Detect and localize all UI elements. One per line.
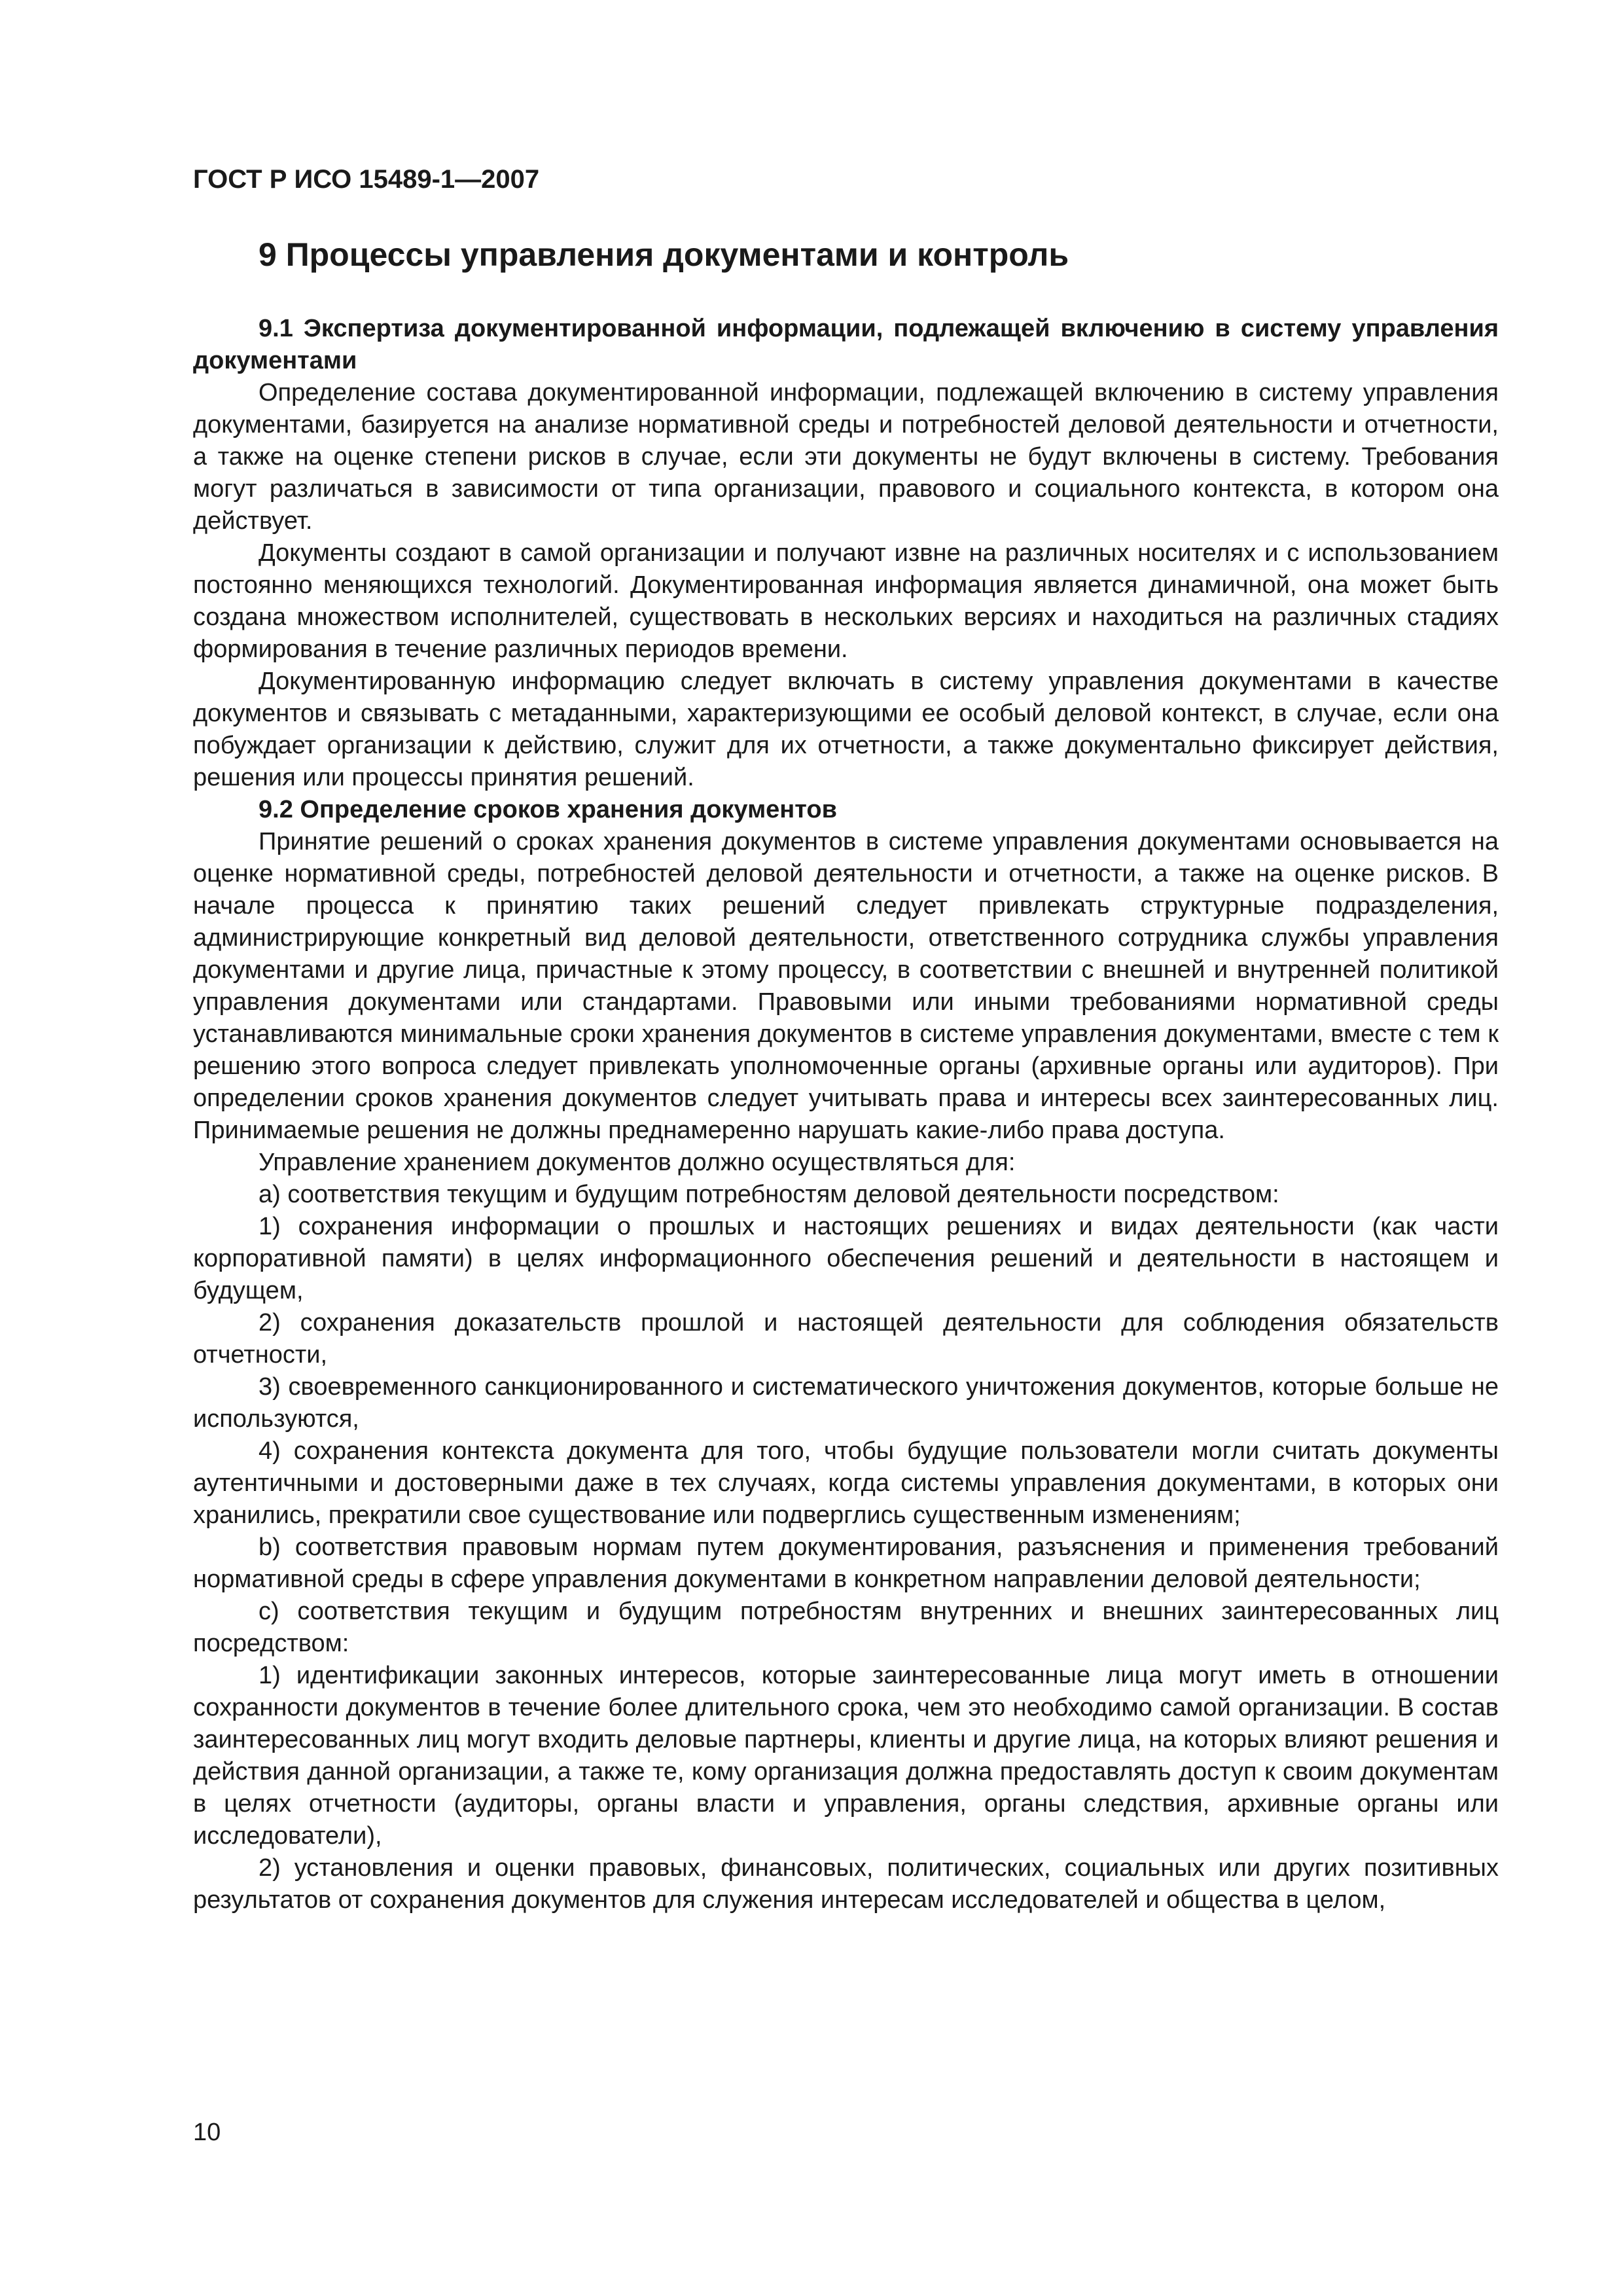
- list-item: 2) сохранения доказательств прошлой и настоящей деятельности для соблюдения обязательств отчетности,: [193, 1309, 1499, 1369]
- standard-header: ГОСТ Р ИСО 15489-1—2007: [193, 165, 540, 194]
- list-item: 2) установления и оценки правовых, финансовых, политических, социальных или других позитивных результатов от сохранения документов для служения интересам исследователей и общества в целом,: [193, 1854, 1499, 1914]
- list-item: а) соответствия текущим и будущим потребностям деловой деятельности посредством:: [259, 1181, 1279, 1208]
- paragraph: Принятие решений о сроках хранения документов в системе управления документами основывается на оценке нормативной среды, потребностей деловой деятельности и отчетности, а также на оценке рисков. В начале процесса к принятию таких решений следует привлекать структурные подразделения, администрирующие конкретный вид деловой деятельности, ответственного сотрудника службы управления документами и другие лица, причастные к этому процессу, в соответствии с внешней и внутренней политикой управления документами или стандартами. Правовыми или иными требованиями нормативной среды устанавливаются минимальные сроки хранения документов в системе управления документами, вместе с тем к решению этого вопроса следует привлекать уполномоченные органы (архивные органы или аудиторов). При определении сроков хранения документов следует учитывать права и интересы всех заинтересованных лиц. Принимаемые решения не должны преднамеренно нарушать какие-либо права доступа.: [193, 828, 1499, 1144]
- list-item: b) соответствия правовым нормам путем документирования, разъяснения и применения требований нормативной среды в сфере управления документами в конкретном направлении деловой деятельности;: [193, 1534, 1499, 1593]
- list-item: с) соответствия текущим и будущим потребностям внутренних и внешних заинтересованных лиц посредством:: [193, 1598, 1499, 1657]
- section-title: 9 Процессы управления документами и контроль: [259, 236, 1069, 273]
- document-page: [193, 164, 1499, 1916]
- list-item: 1) идентификации законных интересов, которые заинтересованные лица могут иметь в отношении сохранности документов в течение более длительного срока, чем это необходимо самой организации. В состав заинтересованных лиц могут входить деловые партнеры, клиенты и другие лица, на которых влияют решения и действия данной организации, а также те, кому организация должна предоставлять доступ к своим документам в целях отчетности (аудиторы, органы власти и управления, органы следствия, архивные органы или исследователи),: [193, 1662, 1499, 1850]
- paragraph: Управление хранением документов должно осуществляться для:: [259, 1149, 1016, 1176]
- paragraph: Документированную информацию следует включать в систему управления документами в качестве документов и связывать с метаданными, характеризующими ее особый деловой контекст, в случае, если она побуждает организации к действию, служит для их отчетности, а также документально фиксирует действия, решения или процессы принятия решений.: [193, 668, 1499, 791]
- list-item: 3) своевременного санкционированного и систематического уничтожения документов, которые больше не используются,: [193, 1373, 1499, 1433]
- paragraph: Документы создают в самой организации и получают извне на различных носителях и с использованием постоянно меняющихся технологий. Документированная информация является динамичной, она может быть создана множеством исполнителей, существовать в нескольких версиях и находиться на различных стадиях формирования в течение различных периодов времени.: [193, 539, 1499, 663]
- subsection-9-1-heading: 9.1 Экспертиза документированной информации, подлежащей включению в систему управления документами: [193, 315, 1499, 374]
- page-number: 10: [193, 2119, 221, 2146]
- paragraph: Определение состава документированной информации, подлежащей включению в систему управления документами, базируется на анализе нормативной среды и потребностей деловой деятельности и отчетности, а также на оценке степени рисков в случае, если эти документы не будут включены в систему. Требования могут различаться в зависимости от типа организации, правового и социального контекста, в котором она действует.: [193, 379, 1499, 535]
- list-item: 4) сохранения контекста документа для того, чтобы будущие пользователи могли считать документы аутентичными и достоверными даже в тех случаях, когда системы управления документами, в которых они хранились, прекратили свое существование или подверглись существенным изменениям;: [193, 1437, 1499, 1529]
- subsection-9-2-heading: 9.2 Определение сроков хранения документов: [259, 796, 837, 823]
- list-item: 1) сохранения информации о прошлых и настоящих решениях и видах деятельности (как части корпоративной памяти) в целях информационного обеспечения решений и деятельности в настоящем и будущем,: [193, 1213, 1499, 1304]
